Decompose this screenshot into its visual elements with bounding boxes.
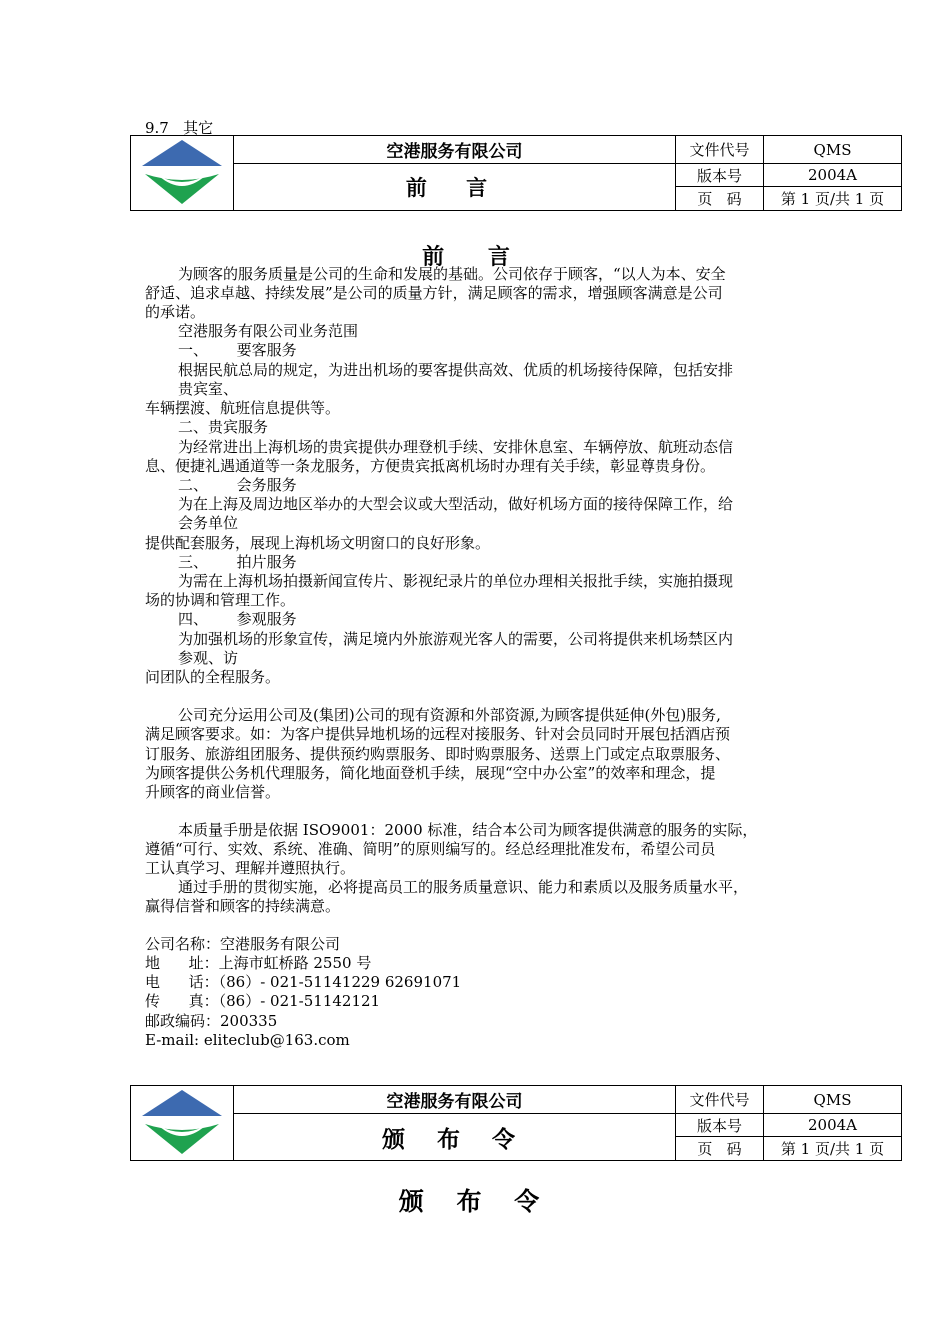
version-value: 2004A — [764, 1114, 902, 1137]
body-line: 通过手册的贯彻实施，必将提高员工的服务质量意识、能力和素质以及服务质量水平， — [178, 878, 749, 896]
body-line: 升顾客的商业信誉。 — [145, 783, 281, 801]
body-line: 问团队的全程服务。 — [145, 668, 281, 686]
page-value: 第 1 页/共 1 页 — [764, 1137, 902, 1161]
version-value: 2004A — [764, 164, 902, 187]
contact-phone: 电 话：（86）- 021-51141229 62691071 — [145, 973, 462, 991]
body-line: 本质量手册是依据 ISO9001：2000 标准，结合本公司为顾客提供满意的服务的实际， — [178, 821, 758, 839]
body-line: 订服务、旅游组团服务、提供预约购票服务、即时购票服务、送票上门或定点取票服务、 — [145, 745, 731, 763]
body-line: 车辆摆渡、航班信息提供等。 — [145, 399, 341, 417]
header-title: 颁 布 令 — [234, 1114, 676, 1161]
body-line: 提供配套服务，展现上海机场文明窗口的良好形象。 — [145, 534, 491, 552]
body-line: 赢得信誉和顾客的持续满意。 — [145, 897, 341, 915]
body-line: 为在上海及周边地区举办的大型会议或大型活动，做好机场方面的接待保障工作，给 — [178, 495, 734, 513]
body-line: 为经常进出上海机场的贵宾提供办理登机手续、安排休息室、车辆停放、航班动态信 — [178, 438, 734, 456]
body-line: 会务单位 — [178, 514, 239, 532]
version-label: 版本号 — [676, 1114, 764, 1137]
body-line: 的承诺。 — [145, 303, 206, 321]
doc-code-value: QMS — [764, 136, 902, 164]
body-line: 遵循“可行、实效、系统、准确、简明”的原则编写的。经总经理批准发布，希望公司员 — [145, 840, 716, 858]
body-line: 舒适、追求卓越、持续发展”是公司的质量方针，满足顾客的需求，增强顾客满意是公司 — [145, 284, 723, 302]
body-line: 二、 会务服务 — [178, 476, 297, 494]
company-logo-icon — [137, 1086, 227, 1156]
page-label: 页 码 — [676, 187, 764, 211]
body-line: 贵宾室、 — [178, 380, 239, 398]
body-line: 为需在上海机场拍摄新闻宣传片、影视纪录片的单位办理相关报批手续，实施拍摄现 — [178, 572, 734, 590]
document-header-table — [130, 135, 902, 211]
body-line: 四、 参观服务 — [178, 610, 297, 628]
page-value: 第 1 页/共 1 页 — [764, 187, 902, 211]
doc-code-label: 文件代号 — [676, 136, 764, 164]
company-logo-icon — [137, 136, 227, 206]
contact-email: E-mail: eliteclub@163.com — [145, 1031, 350, 1049]
bottom-heading: 颁 布 令 — [398, 1187, 552, 1216]
body-line: 根据民航总局的规定，为进出机场的要客提供高效、优质的机场接待保障，包括安排 — [178, 361, 734, 379]
contact-company: 公司名称：空港服务有限公司 — [145, 935, 341, 953]
body-line: 一、 要客服务 — [178, 341, 297, 359]
body-line: 场的协调和管理工作。 — [145, 591, 296, 609]
body-line: 满足顾客要求。如：为客户提供异地机场的远程对接服务、针对会员同时开展包括酒店预 — [145, 725, 731, 743]
version-label: 版本号 — [676, 164, 764, 187]
main-heading: 前 言 — [422, 244, 528, 270]
body-line: 二、贵宾服务 — [178, 418, 269, 436]
company-logo — [131, 136, 234, 211]
body-line: 公司充分运用公司及(集团)公司的现有资源和外部资源,为顾客提供延伸(外包)服务, — [178, 706, 721, 724]
body-line: 为加强机场的形象宣传，满足境内外旅游观光客人的需要，公司将提供来机场禁区内 — [178, 630, 734, 648]
section-label: 9.7 其它 — [145, 119, 214, 137]
doc-code-value: QMS — [764, 1086, 902, 1114]
document-header-table-2 — [130, 1085, 902, 1161]
company-logo — [131, 1086, 234, 1161]
body-line: 工认真学习、理解并遵照执行。 — [145, 859, 356, 877]
body-line: 空港服务有限公司业务范围 — [178, 322, 359, 340]
contact-fax: 传 真：（86）- 021-51142121 — [145, 992, 381, 1010]
contact-postcode: 邮政编码：200335 — [145, 1012, 278, 1030]
company-name: 空港服务有限公司 — [234, 136, 676, 164]
company-name: 空港服务有限公司 — [234, 1086, 676, 1114]
body-line: 为顾客提供公务机代理服务，简化地面登机手续，展现“空中办公室”的效率和理念，提 — [145, 764, 716, 782]
header-title: 前 言 — [234, 164, 676, 211]
body-line: 为顾客的服务质量是公司的生命和发展的基础。公司依存于顾客，“以人为本、安全 — [178, 265, 726, 283]
body-line: 三、 拍片服务 — [178, 553, 297, 571]
page-label: 页 码 — [676, 1137, 764, 1161]
body-line: 参观、访 — [178, 649, 239, 667]
contact-address: 地 址：上海市虹桥路 2550 号 — [145, 954, 372, 972]
doc-code-label: 文件代号 — [676, 1086, 764, 1114]
body-line: 息、便捷礼遇通道等一条龙服务，方便贵宾抵离机场时办理有关手续，彰显尊贵身份。 — [145, 457, 716, 475]
